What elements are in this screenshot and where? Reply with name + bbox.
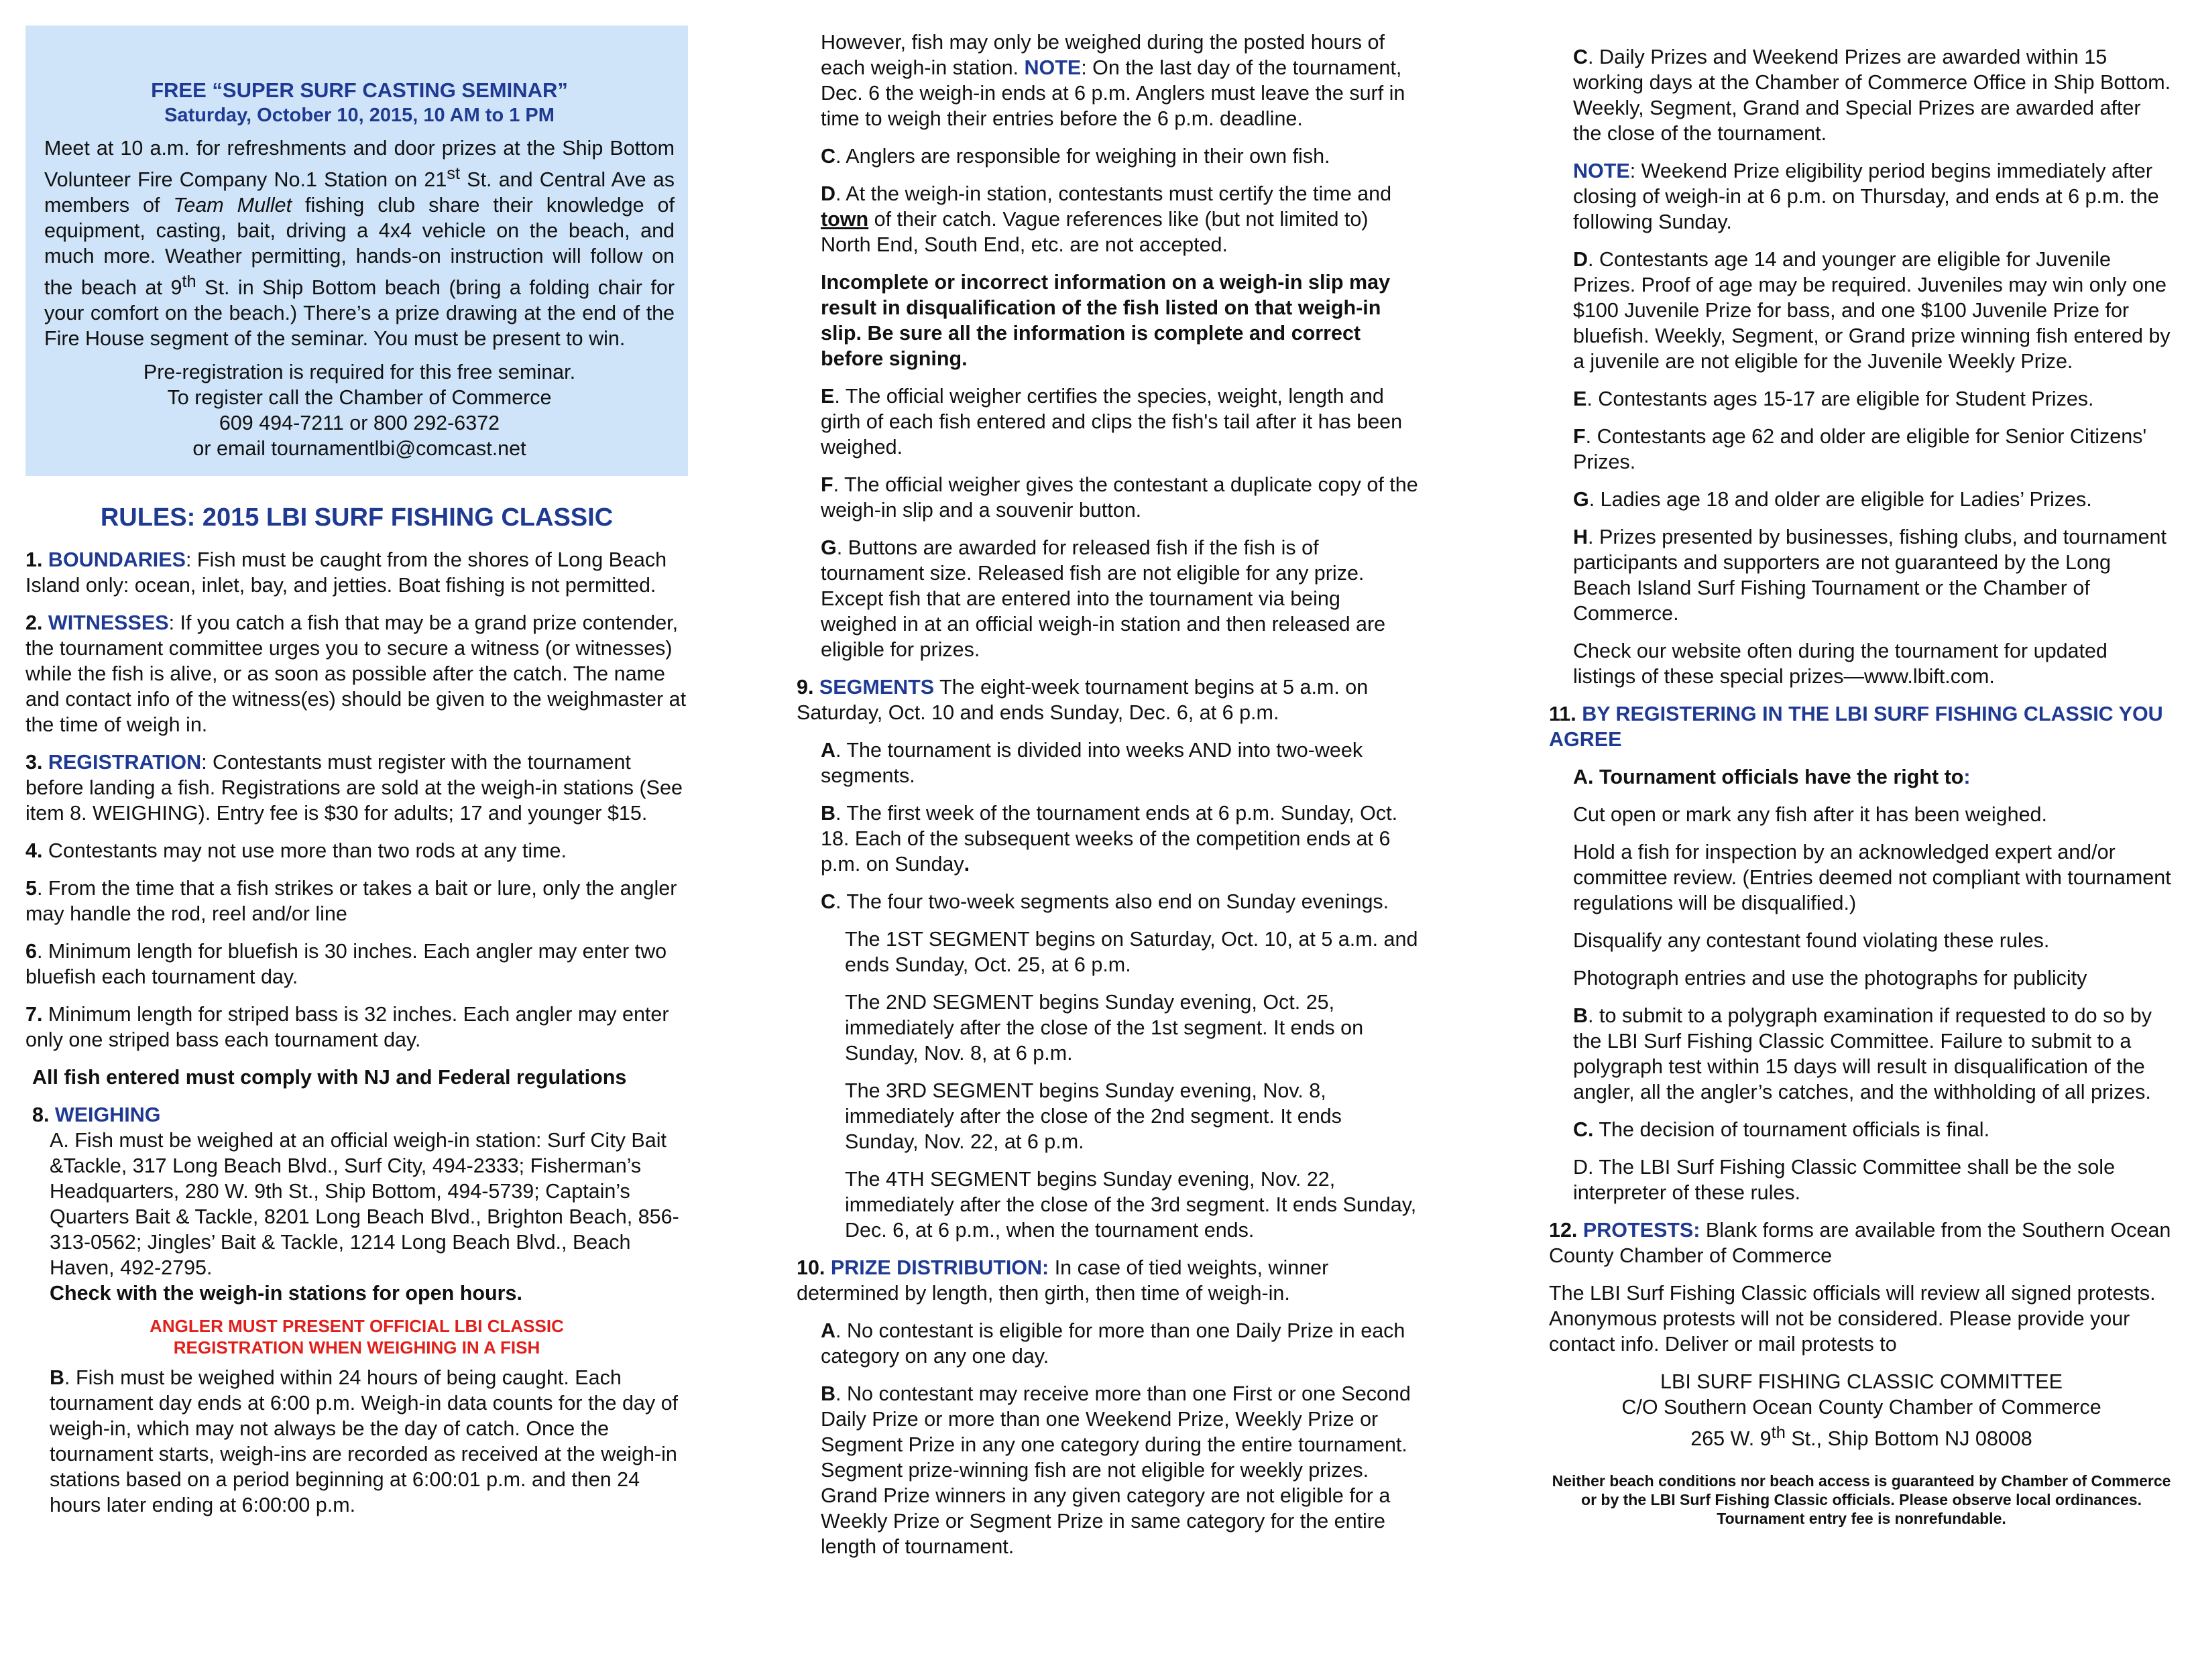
seminar-email: or email tournamentlbi@comcast.net (192, 437, 526, 461)
seminar-registration-line-2: To register call the Chamber of Commerce (167, 386, 552, 410)
rule-10h: H. Prizes presented by businesses, fishing clubs, and tournament participants and supporters are not guaranteed by the Long Beach Island Surf Fishing Tournament or the Chamber of Commerce. (1573, 526, 2167, 625)
rule-8-weighing-heading: 8. WEIGHING (32, 1103, 161, 1126)
registration-warning: ANGLER MUST PRESENT OFFICIAL LBI CLASSIC REGISTRATION WHEN WEIGHING IN A FISH (150, 1316, 564, 1358)
segment-2: The 2ND SEGMENT begins Sunday evening, Oct. 25, immediately after the close of the 1st segment. It ends on Sunday, Nov. 8, at 6 p.m. (845, 991, 1364, 1065)
rule-10c: C. Daily Prizes and Weekend Prizes are awarded within 15 working days at the Chamber of Commerce Office in Ship Bottom. Weekly, Segment, Grand and Special Prizes are awarded after the close of the tournament. (1573, 46, 2171, 145)
rule-3-registration: 3. REGISTRATION: Contestants must register with the tournament before landing a fish. Registrations are sold at the weigh-in stations (See item 8. WEIGHING). Entry fee is $30 for adults; 17 and younger $15. (25, 751, 683, 825)
rule-7-striped-bass: 7. Minimum length for striped bass is 32 inches. Each angler may enter only one striped bass each tournament day. (25, 1003, 669, 1051)
regulations-note: All fish entered must comply with NJ and Federal regulations (32, 1066, 627, 1089)
rule-8a-stations: A. Fish must be weighed at an official weigh-in station: Surf City Bait &Tackle, 317 Long Beach Blvd., Surf City, 494-2333; Fisherman’s Headquarters, 280 W. 9th St., Ship Bottom, 494-5739; Captain’s Quarters Bait & Tackle, 8201 Long Beach Blvd., Brighton Beach, 856-313-0562; Jingles’ Bait & Tackle, 1214 Long Beach Blvd., Beach Haven, 492-2795. Check with the weigh-in stations for open hours. (50, 1129, 679, 1305)
rule-9b: B. The first week of the tournament ends at 6 p.m. Sunday, Oct. 18. Each of the subsequent weeks of the competition ends at 6 p.m. on Sunday. (821, 802, 1398, 876)
rule-11d: D. The LBI Surf Fishing Classic Committee shall be the sole interpreter of these rules. (1573, 1156, 2116, 1204)
seminar-box (25, 25, 688, 476)
rule-11c: C. The decision of tournament officials is final. (1573, 1118, 1990, 1141)
rule-8c: C. Anglers are responsible for weighing in their own fish. (821, 145, 1330, 168)
rule-10g: G. Ladies age 18 and older are eligible for Ladies’ Prizes. (1573, 488, 2092, 511)
segment-1: The 1ST SEGMENT begins on Saturday, Oct. 10, at 5 a.m. and ends Sunday, Oct. 25, at 6 p.m. (845, 928, 1418, 976)
seminar-date: Saturday, October 10, 2015, 10 AM to 1 PM (164, 105, 555, 126)
segment-4: The 4TH SEGMENT begins Sunday evening, Nov. 22, immediately after the close of the 3rd segment. It ends Sunday, Dec. 6, at 6 p.m., when the tournament ends. (845, 1168, 1417, 1242)
rule-11b: B. to submit to a polygraph examination if requested to do so by the LBI Surf Fishing Classic Committee. Failure to submit to a polygraph test within 15 days will result in disqualification of the angler, all the angler’s catches, and the withholding of all prizes. (1573, 1004, 2152, 1103)
segment-3: The 3RD SEGMENT begins Sunday evening, Nov. 8, immediately after the close of the 2nd segment. It ends Sunday, Nov. 22, at 6 p.m. (845, 1079, 1342, 1153)
rule-6-bluefish: 6. Minimum length for bluefish is 30 inches. Each angler may enter two bluefish each tournament day. (25, 940, 667, 988)
rule-9a: A. The tournament is divided into weeks AND into two-week segments. (821, 739, 1363, 787)
seminar-registration-line-1: Pre-registration is required for this free seminar. (143, 361, 576, 384)
rule-5-handling: 5. From the time that a fish strikes or takes a bait or lure, only the angler may handle the rod, reel and/or line (25, 877, 677, 925)
website-note: Check our website often during the tournament for updated listings of these special prizes—www.lbift.com. (1573, 640, 2108, 688)
rule-12-protests: 12. PROTESTS: Blank forms are available from the Southern Ocean County Chamber of Commerce (1549, 1219, 2171, 1267)
rule-11a: A. Tournament officials have the right to: (1573, 766, 1971, 788)
rule-9c: C. The four two-week segments also end on Sunday evenings. (821, 890, 1389, 913)
rule-11-item-2: Hold a fish for inspection by an acknowledged expert and/or committee review. (Entries deemed not compliant with tournament regulations will be disqualified.) (1573, 841, 2171, 914)
seminar-phone: 609 494-7211 or 800 292-6372 (219, 412, 500, 435)
column-left (25, 0, 688, 1530)
rules-title: RULES: 2015 LBI SURF FISHING CLASSIC (100, 503, 614, 532)
rule-10a: A. No contestant is eligible for more than one Daily Prize in each category on any one day. (821, 1319, 1405, 1368)
rule-8g: G. Buttons are awarded for released fish if the fish is of tournament size. Released fish are not eligible for any prize. Except fish that are entered into the tournament via being weighed in at an official weigh-in station and then released are eligible for prizes. (821, 536, 1386, 661)
seminar-title: FREE “SUPER SURF CASTING SEMINAR” (151, 78, 568, 102)
rule-11-item-3: Disqualify any contestant found violating these rules. (1573, 929, 2050, 952)
rule-10b: B. No contestant may receive more than one First or one Second Daily Prize or more than one Weekend Prize, Weekly Prize or Segment Prize in any one category during the entire tournament. Segment prize-winning fish are not eligible for weekly prizes. Grand Prize winners in any given category are not eligible for a Weekly Prize or Segment Prize in same category for the entire length of tournament. (821, 1382, 1411, 1558)
rule-10-prize-distribution: 10. PRIZE DISTRIBUTION: In case of tied weights, winner determined by length, then girth, then time of weigh-in. (797, 1256, 1329, 1305)
rule-2-witnesses: 2. WITNESSES: If you catch a fish that may be a grand prize contender, the tournament committee urges you to secure a witness (or witnesses) while the fish is alive, or as soon as possible after the catch. The name and contact info of the witness(es) should be given to the weighmaster at the time of weigh in. (25, 611, 687, 736)
weigh-in-slip-warning: Incomplete or incorrect information on a weigh-in slip may result in disqualification of the fish listed on that weigh-in slip. Be sure all the information is complete and correct before signing. (821, 271, 1391, 370)
rule-9-segments: 9. SEGMENTS The eight-week tournament begins at 5 a.m. on Saturday, Oct. 10 and ends Sunday, Dec. 6, at 6 p.m. (797, 676, 1369, 724)
rule-11-item-1: Cut open or mark any fish after it has been weighed. (1573, 803, 2047, 826)
seminar-description: Meet at 10 a.m. for refreshments and door prizes at the Ship Bottom Volunteer Fire Company No.1 Station on 21st St. and Central Ave as members of Team Mullet fishing club share their knowledge of equipment, casting, bait, driving a 4x4 vehicle on the beach, and much more. Weather permitting, hands-on instruction will follow on the beach at 9th St. in Ship Bottom beach (bring a folding chair for your comfort on the beach.) There’s a prize drawing at the end of the Fire House segment of the seminar. You must be present to win. (44, 137, 675, 351)
column-middle (797, 29, 1420, 1571)
protest-review: The LBI Surf Fishing Classic officials will review all signed protests. Anonymous protests will not be considered. Please provide your contact info. Deliver or mail protests to (1549, 1282, 2156, 1356)
rule-11-heading: 11. BY REGISTERING IN THE LBI SURF FISHING CLASSIC YOU AGREE (1549, 703, 2163, 751)
rule-8f: F. The official weigher gives the contestant a duplicate copy of the weigh-in slip and a souvenir button. (821, 473, 1418, 522)
rule-4-rods: 4. Contestants may not use more than two rods at any time. (25, 839, 567, 862)
rule-8b-timing: B. Fish must be weighed within 24 hours of being caught. Each tournament day ends at 6:00 p.m. Weigh-in data counts for the day of weigh-in, which may not always be the day of catch. Once the tournament starts, weigh-ins are recorded as received at the weigh-in stations based on a period beginning at 6:00:01 p.m. and then 24 hours later ending at 6:00:00 p.m. (50, 1366, 679, 1516)
rule-1-boundaries: 1. BOUNDARIES: Fish must be caught from the shores of Long Beach Island only: ocean, inlet, bay, and jetties. Boat fishing is not permitted. (25, 548, 667, 597)
rule-11-item-4: Photograph entries and use the photographs for publicity (1573, 967, 2087, 989)
weekend-prize-note: NOTE: Weekend Prize eligibility period begins immediately after closing of weigh-in at 6 p.m. on Thursday, and ends at 6 p.m. the following Sunday. (1573, 160, 2159, 233)
rule-10e: E. Contestants ages 15-17 are eligible for Student Prizes. (1573, 387, 2094, 410)
column-right (1549, 44, 2174, 1540)
disclaimer: Neither beach conditions nor beach access is guaranteed by Chamber of Commerce or by the LBI Surf Fishing Classic officials. Please observe local ordinances. Tournament entry fee is nonrefundable. (1552, 1472, 2171, 1528)
rule-8d: D. At the weigh-in station, contestants must certify the time and town of their catch. Vague references like (but not limited to) North End, South End, etc. are not accepted. (821, 182, 1392, 256)
weighing-hours-note: However, fish may only be weighed during the posted hours of each weigh-in station. NOTE: On the last day of the tournament, Dec. 6 the weigh-in ends at 6 p.m. Anglers must leave the surf in time to weigh their entries before the 6 p.m. deadline. (821, 31, 1405, 130)
rule-10d: D. Contestants age 14 and younger are eligible for Juvenile Prizes. Proof of age may be required. Juveniles may win only one $100 Juvenile Prize for bass, and one $100 Juvenile Prize for bluefish. Weekly, Segment, or Grand prize winning fish entered by a juvenile are not eligible for the Juvenile Weekly Prize. (1573, 248, 2171, 373)
rule-10f: F. Contestants age 62 and older are eligible for Senior Citizens' Prizes. (1573, 425, 2147, 473)
rule-8e: E. The official weigher certifies the species, weight, length and girth of each fish entered and clips the fish's tail after it has been weighed. (821, 385, 1403, 459)
committee-address: LBI SURF FISHING CLASSIC COMMITTEE C/O Southern Ocean County Chamber of Commerce 265 W. 9th St., Ship Bottom NJ 08008 (1621, 1370, 2101, 1451)
